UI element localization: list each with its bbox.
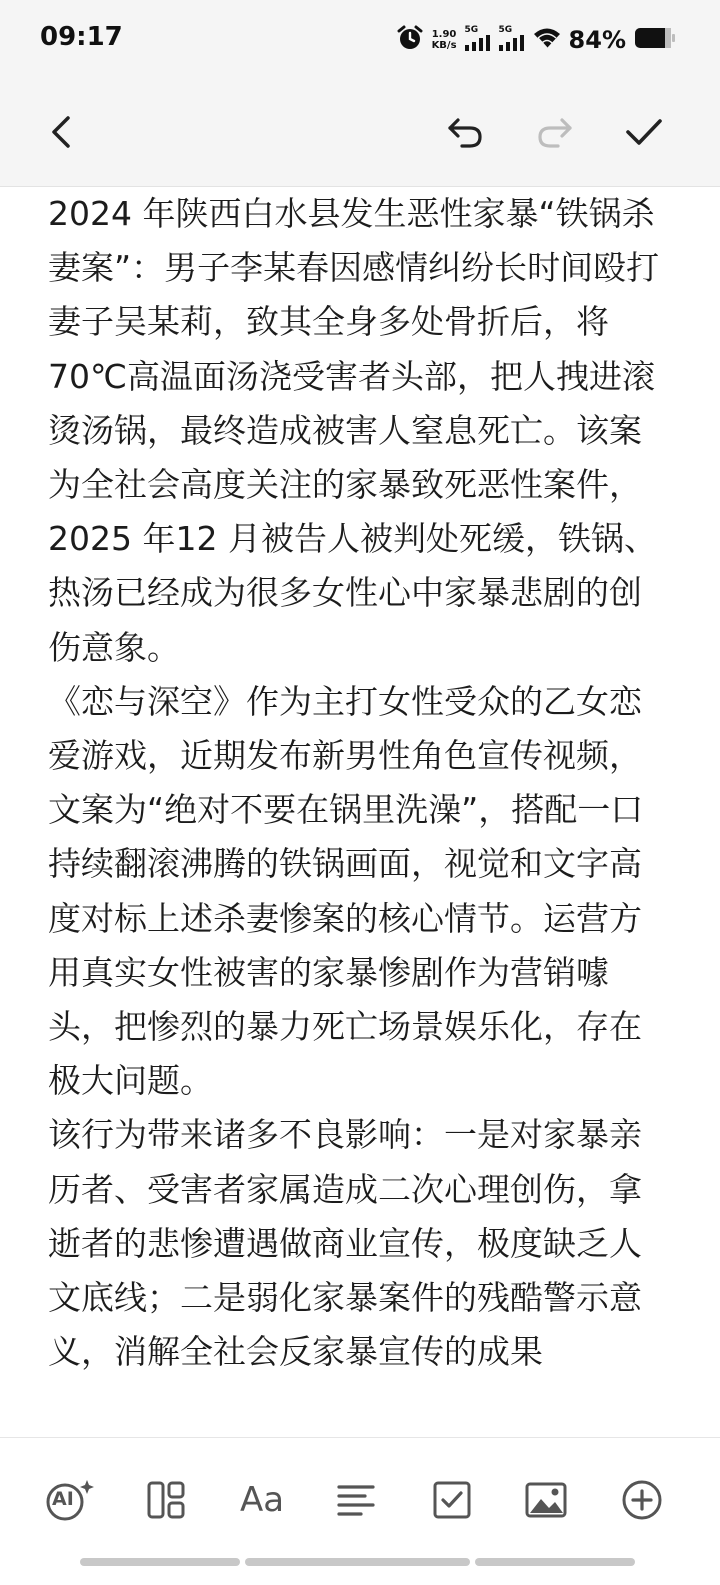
ai-icon <box>45 1478 95 1522</box>
checklist-icon <box>432 1480 472 1520</box>
paragraph-1: 2024 年陕西白水县发生恶性家暴“铁锅杀妻案”：男子李某春因感情纠纷长时间殴打妻子吴某莉，致其全身多处骨折后，将70℃高温面汤浇受害者头部，把人拽进滚烫汤锅，最终造成被害人窒息死亡。该案为全社会高度关注的家暴致死恶性案件，2025 年12 月被告人被判处死缓，铁锅、热汤已经成为很多女性心中家暴悲剧的创伤意象。 <box>48 194 660 667</box>
align-icon <box>336 1482 376 1518</box>
add-button[interactable] <box>616 1474 668 1526</box>
checklist-button[interactable] <box>426 1474 478 1526</box>
undo-button[interactable] <box>440 106 492 158</box>
paragraph-2: 《恋与深空》作为主打女性受众的乙女恋爱游戏，近期发布新男性角色宣传视频，文案为“绝对不要在锅里洗澡”，搭配一口持续翻滚沸腾的铁锅画面，视觉和文字高度对标上述杀妻惨案的核心情节。运营方用真实女性被害的家暴惨剧作为营销噱头，把惨烈的暴力死亡场景娱乐化，存在极大问题。 <box>48 681 644 1101</box>
status-bar <box>0 0 720 80</box>
net-speed-value: 1.90 <box>431 29 457 40</box>
back-icon <box>46 114 78 150</box>
signal-icon <box>465 35 491 55</box>
font-style-icon: Aa <box>239 1480 285 1520</box>
template-icon <box>146 1480 186 1520</box>
ai-label: AI <box>52 1488 74 1510</box>
redo-icon <box>534 114 574 150</box>
back-button[interactable] <box>36 106 88 158</box>
add-icon <box>621 1479 663 1521</box>
battery-percent: 84% <box>568 26 626 54</box>
image-icon <box>525 1481 567 1519</box>
alarm-icon <box>396 24 424 56</box>
signal-2-label: 5G <box>498 24 513 35</box>
net-speed <box>432 29 457 51</box>
nav-gesture-bar-left <box>80 1558 240 1566</box>
nav-gesture-bar-center <box>245 1558 470 1566</box>
redo-button[interactable] <box>528 106 580 158</box>
undo-icon <box>446 114 486 150</box>
signal-2 <box>499 26 525 55</box>
align-button[interactable] <box>330 1474 382 1526</box>
note-editor[interactable] <box>0 187 720 1437</box>
wifi-icon <box>533 27 561 53</box>
signal-1 <box>465 26 491 55</box>
check-icon <box>624 116 664 148</box>
signal-1-label: 5G <box>464 24 479 35</box>
signal-icon <box>499 35 525 55</box>
nav-gesture-bar-right <box>475 1558 635 1566</box>
editor-toolbar <box>0 80 720 187</box>
note-body[interactable] <box>48 187 673 1379</box>
ai-button[interactable] <box>44 1474 96 1526</box>
template-button[interactable] <box>140 1474 192 1526</box>
status-time: 09:17 <box>40 22 123 52</box>
image-button[interactable] <box>520 1474 572 1526</box>
status-icons <box>396 24 676 56</box>
confirm-button[interactable] <box>618 106 670 158</box>
battery-icon <box>634 26 676 54</box>
paragraph-3: 该行为带来诸多不良影响：一是对家暴亲历者、受害者家属造成二次心理创伤，拿逝者的悲惨遭遇做商业宣传，极度缺乏人文底线；二是弱化家暴案件的残酷警示意义，消解全社会反家暴宣传的成果 <box>48 1115 642 1372</box>
net-speed-unit: KB/s <box>431 40 457 51</box>
font-style-button[interactable] <box>236 1474 288 1526</box>
